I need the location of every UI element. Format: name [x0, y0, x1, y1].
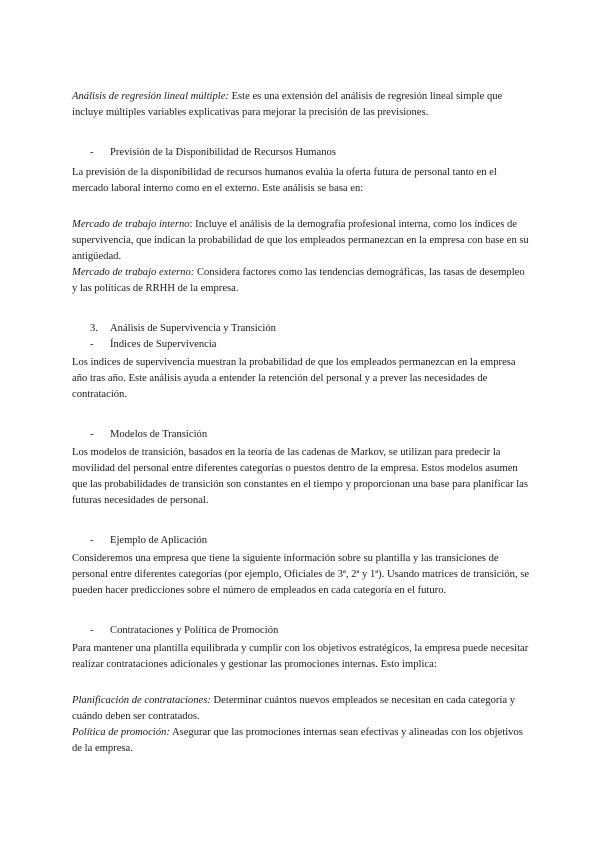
- paragraph-transition-models: Los modelos de transición, basados en la teoría de las cadenas de Markov, se utilizan para predecir la movilidad del personal entre diferentes categorías o puestos dentro de la empresa. Estos modelos asumen que las probabilidades de transición son constantes en el tiempo y proporcionan una base para planificar las futuras necesidades de personal.: [72, 447, 528, 506]
- dash-marker: -: [90, 339, 94, 350]
- paragraph-survival-indices: Los índices de supervivencia muestran la probabilidad de que los empleados permanezcan en la empresa año tras año. Este análisis ayuda a entender la retención del personal y a prever las necesidades de contratación.: [72, 357, 516, 400]
- text-internal-market: : Incluye el análisis de la demografía profesional interna, como los índices de supervivencia, que indican la probabilidad de que los empleados permanezcan en la empresa con base en su antigüedad.: [72, 219, 529, 262]
- paragraph-promotion-policy: [72, 725, 530, 757]
- heading-text: Análisis de Supervivencia y Transición: [110, 323, 276, 334]
- heading-transition-models: [72, 427, 530, 443]
- heading-hiring-promotion: [72, 623, 530, 639]
- heading-hr-availability: [72, 145, 530, 161]
- heading-survival-indices: [72, 337, 530, 353]
- term-external-market: Mercado de trabajo externo:: [72, 267, 195, 278]
- text-external-market: Considera factores como las tendencias demográficas, las tasas de desempleo y las políticas de RRHH de la empresa.: [72, 267, 525, 294]
- dash-marker: -: [90, 625, 94, 636]
- paragraph-hiring-planning: [72, 693, 530, 725]
- heading-application-example: [72, 533, 530, 549]
- paragraph-internal-market: [72, 217, 530, 265]
- heading-text: Contrataciones y Política de Promoción: [110, 625, 279, 636]
- heading-text: Índices de Supervivencia: [110, 339, 217, 350]
- paragraph-external-market: [72, 265, 530, 297]
- term-multiple-regression: Análisis de regresión lineal múltiple:: [72, 91, 229, 102]
- term-hiring-planning: Planificación de contrataciones:: [72, 695, 211, 706]
- paragraph-hr-availability: La previsión de la disponibilidad de recursos humanos evalúa la oferta futura de personal tanto en el mercado laboral interno como en el externo. Este análisis se basa en:: [72, 167, 497, 194]
- heading-text: Ejemplo de Aplicación: [110, 535, 208, 546]
- term-promotion-policy: Política de promoción:: [72, 727, 170, 738]
- heading-survival-transition: [72, 321, 530, 337]
- paragraph-hiring-promotion: Para mantener una plantilla equilibrada y cumplir con los objetivos estratégicos, la empresa puede necesitar realizar contrataciones adicionales y gestionar las promociones internas. Esto implica:: [72, 643, 529, 670]
- dash-marker: -: [90, 147, 94, 158]
- text-promotion-policy: Asegurar que las promociones internas sean efectivas y alineadas con los objetivos de la empresa.: [72, 727, 523, 754]
- paragraph-application-example: Consideremos una empresa que tiene la siguiente información sobre su plantilla y las transiciones de personal entre diferentes categorías (por ejemplo, Oficiales de 3ª, 2ª y 1ª). Usando matrices de transición, se pueden hacer predicciones sobre el número de empleados en cada categoría en el futuro.: [72, 553, 530, 596]
- term-internal-market: Mercado de trabajo interno: [72, 219, 190, 230]
- text-multiple-regression: Este es una extensión del análisis de regresión lineal simple que incluye múltiples variables explicativas para mejorar la precisión de las previsiones.: [72, 91, 503, 118]
- heading-text: Modelos de Transición: [110, 429, 208, 440]
- heading-text: Previsión de la Disponibilidad de Recursos Humanos: [110, 147, 336, 158]
- dash-marker: -: [90, 535, 94, 546]
- dash-marker: -: [90, 429, 94, 440]
- text-hiring-planning: Determinar cuántos nuevos empleados se necesitan en cada categoría y cuándo deben ser contratados.: [72, 695, 516, 722]
- number-marker: 3.: [90, 323, 98, 334]
- document-page: [72, 89, 530, 757]
- paragraph-multiple-regression: [72, 89, 530, 121]
